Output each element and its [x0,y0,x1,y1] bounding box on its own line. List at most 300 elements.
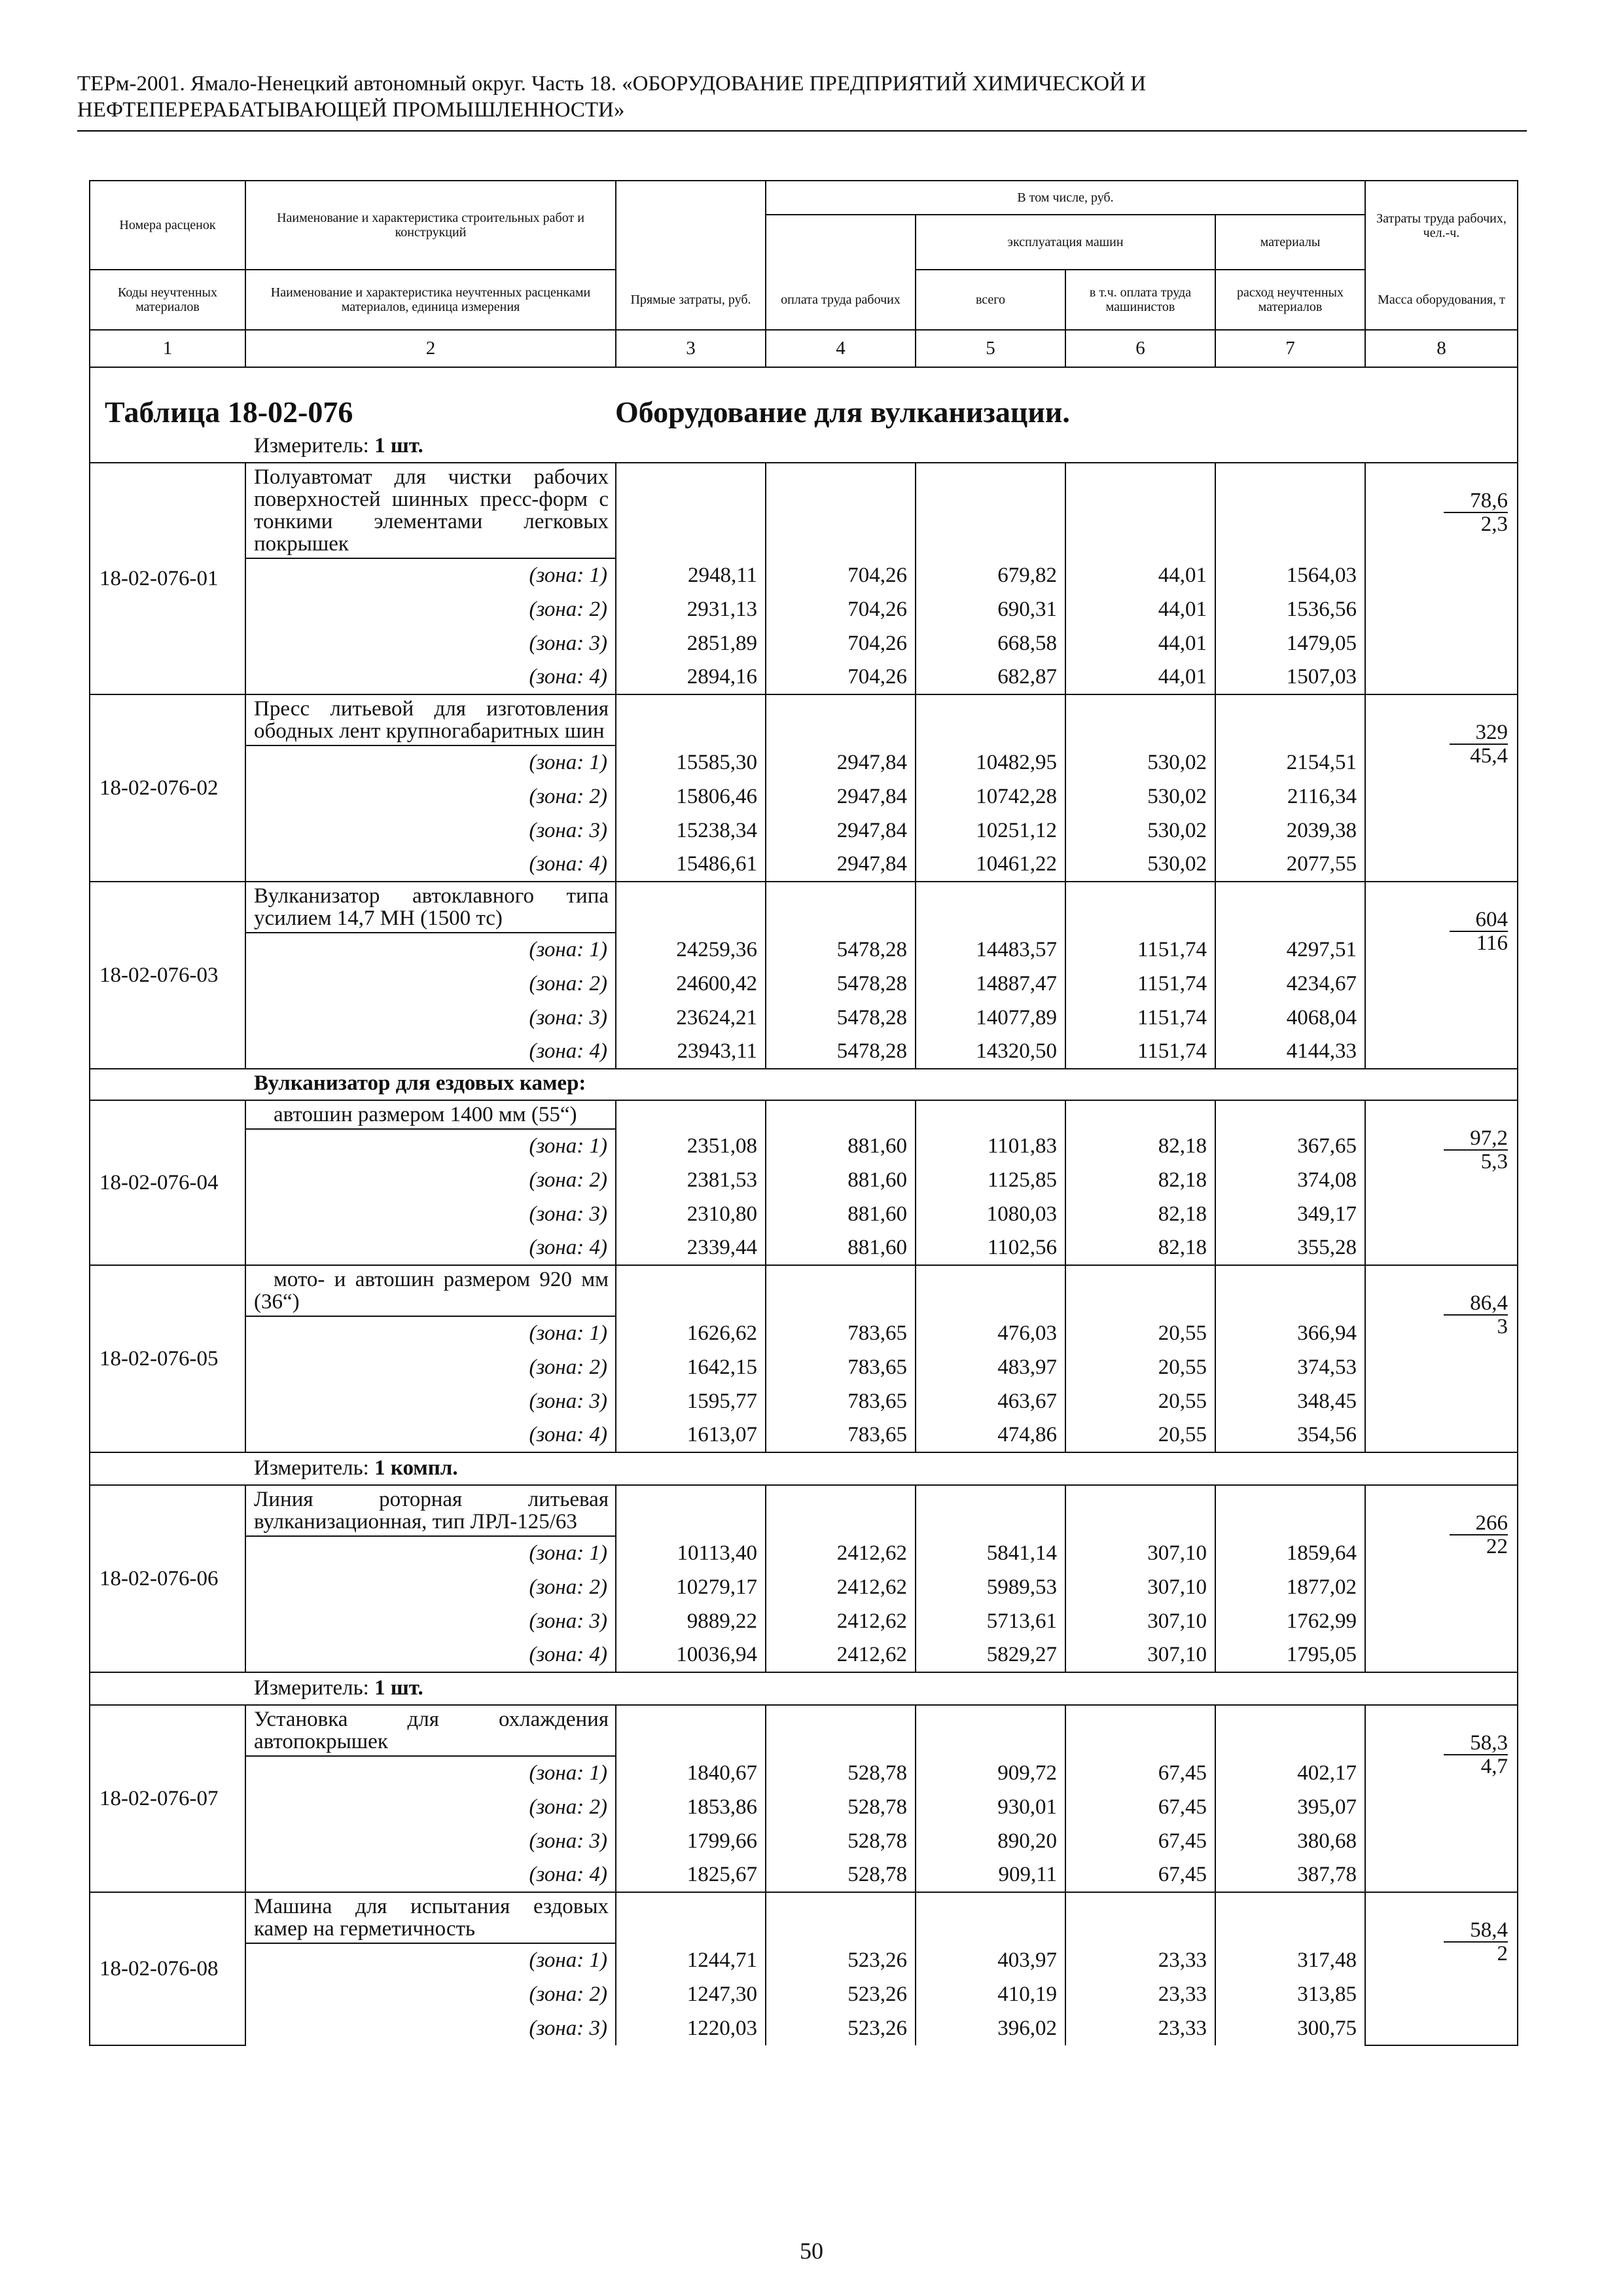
worker-wage: 881,60 [766,1197,916,1231]
zone-label: (зона: 3) [245,2011,616,2045]
rate-code: 18-02-076-03 [90,882,245,1069]
meter-row-cell [90,1672,1518,1705]
machine-total: 10461,22 [916,848,1065,882]
materials-cost: 366,94 [1215,1316,1365,1350]
machinist-wage: 23,33 [1065,2011,1215,2045]
rate-description: Пресс литьевой для изготовления ободных лент крупногабаритных шин [245,694,616,745]
materials-cost: 387,78 [1215,1858,1365,1892]
machine-total: 682,87 [916,660,1065,694]
zone-label: (зона: 2) [245,592,616,626]
direct-cost: 15806,46 [616,780,766,814]
zone-row [90,1536,1518,1570]
worker-wage: 2947,84 [766,814,916,848]
zone-row [90,1570,1518,1604]
direct-cost: 1220,03 [616,2011,766,2045]
worker-wage: 523,26 [766,1977,916,2011]
zone-row [90,1418,1518,1452]
materials-cost: 374,08 [1215,1163,1365,1197]
zone-row [90,1197,1518,1231]
col-total: всего [916,270,1065,330]
column-number: 6 [1065,330,1215,367]
value-cell-empty [766,1705,916,1756]
value-cell-empty [916,694,1065,745]
direct-cost: 2381,53 [616,1163,766,1197]
machine-total: 14483,57 [916,933,1065,967]
machine-total: 690,31 [916,592,1065,626]
machine-total: 14887,47 [916,967,1065,1001]
value-cell-empty [616,1892,766,1943]
machine-total: 930,01 [916,1790,1065,1824]
column-number: 8 [1365,330,1518,367]
meter-m3 [90,1673,1517,1704]
direct-cost: 9889,22 [616,1604,766,1638]
mass-value: 116 [1476,931,1508,955]
worker-wage: 704,26 [766,558,916,592]
mass-value: 45,4 [1470,744,1508,768]
col-wage: оплата труда рабочих [766,270,916,330]
labor-value: 604 [1450,908,1508,932]
direct-cost: 2894,16 [616,660,766,694]
machinist-wage: 530,02 [1065,848,1215,882]
zone-row [90,558,1518,592]
materials-cost: 395,07 [1215,1790,1365,1824]
labor-mass [1365,1892,1518,2045]
worker-wage: 2947,84 [766,745,916,780]
materials-cost: 2116,34 [1215,780,1365,814]
direct-cost: 1626,62 [616,1316,766,1350]
machinist-wage: 44,01 [1065,626,1215,660]
value-cell-empty [1065,1705,1215,1756]
machine-total: 476,03 [916,1316,1065,1350]
meter-label: Измеритель: [254,1676,369,1700]
value-cell-empty [1215,1705,1365,1756]
zone-label: (зона: 1) [245,1536,616,1570]
labor-mass-fraction [1450,721,1508,767]
group-heading-cell [90,1069,1518,1100]
value-cell-empty [916,1892,1065,1943]
direct-cost: 15238,34 [616,814,766,848]
direct-cost: 10279,17 [616,1570,766,1604]
labor-value: 97,2 [1444,1127,1508,1151]
table-title [90,368,1517,431]
zone-label: (зона: 4) [245,1035,616,1069]
machinist-wage: 44,01 [1065,660,1215,694]
labor-value: 58,4 [1444,1919,1508,1943]
value-cell-empty [1215,1100,1365,1129]
materials-cost: 4068,04 [1215,1001,1365,1035]
worker-wage: 881,60 [766,1129,916,1163]
labor-mass-fraction [1444,1127,1508,1173]
labor-mass [1365,694,1518,882]
meter-1 [90,431,1517,462]
col-direct: Прямые затраты, руб. [616,270,766,330]
worker-wage: 881,60 [766,1231,916,1265]
zone-label: (зона: 3) [245,1197,616,1231]
rate-description: Вулканизатор автоклавного типа усилием 14,7 МН (1500 тс) [245,882,616,933]
labor-mass-fraction [1450,908,1508,954]
table-row [90,1100,1518,1129]
machine-total: 10251,12 [916,814,1065,848]
running-header [77,71,1524,123]
machine-total: 1101,83 [916,1129,1065,1163]
table-row [90,463,1518,558]
value-cell-empty [766,463,916,558]
materials-cost: 300,75 [1215,2011,1365,2045]
worker-wage: 704,26 [766,592,916,626]
zone-label: (зона: 1) [245,1316,616,1350]
labor-value: 86,4 [1444,1292,1508,1316]
worker-wage: 5478,28 [766,1035,916,1069]
table-row [90,882,1518,933]
direct-cost: 1642,15 [616,1350,766,1384]
header-line-2: НЕФТЕПЕРЕРАБАТЫВАЮЩЕЙ ПРОМЫШЛЕННОСТИ» [77,98,625,122]
col-name-top: Наименование и характеристика строительных работ и конструкций [245,181,616,270]
zone-row [90,745,1518,780]
value-cell-empty [1065,694,1215,745]
table-row [90,1705,1518,1756]
machine-total: 1125,85 [916,1163,1065,1197]
machinist-wage: 67,45 [1065,1756,1215,1790]
rate-description: мото- и автошин размером 920 мм (36“) [245,1265,616,1316]
zone-label: (зона: 1) [245,1943,616,1977]
machinist-wage: 307,10 [1065,1570,1215,1604]
machinist-wage: 307,10 [1065,1638,1215,1672]
worker-wage: 2947,84 [766,848,916,882]
materials-cost: 355,28 [1215,1231,1365,1265]
materials-cost: 354,56 [1215,1418,1365,1452]
machinist-wage: 20,55 [1065,1316,1215,1350]
zone-label: (зона: 2) [245,1570,616,1604]
worker-wage: 5478,28 [766,933,916,967]
direct-cost: 2310,80 [616,1197,766,1231]
rate-code: 18-02-076-08 [90,1892,245,2045]
worker-wage: 783,65 [766,1350,916,1384]
direct-cost: 1825,67 [616,1858,766,1892]
materials-cost: 1536,56 [1215,592,1365,626]
worker-wage: 528,78 [766,1858,916,1892]
labor-mass [1365,463,1518,694]
direct-cost: 24259,36 [616,933,766,967]
rate-description: Установка для охлаждения автопокрышек [245,1705,616,1756]
labor-mass [1365,882,1518,1069]
direct-cost: 1799,66 [616,1824,766,1858]
column-numbers-row [90,330,1518,367]
materials-cost: 402,17 [1215,1756,1365,1790]
meter-row-cell [90,1452,1518,1485]
worker-wage: 528,78 [766,1790,916,1824]
zone-row [90,1384,1518,1418]
zone-row [90,1604,1518,1638]
meter-value: 1 шт. [374,1676,423,1700]
value-cell-empty [616,1705,766,1756]
value-cell-empty [916,1485,1065,1536]
labor-mass-fraction [1444,1732,1508,1778]
rate-description: Линия роторная литьевая вулканизационная, тип ЛРЛ-125/63 [245,1485,616,1536]
meter-value: 1 компл. [374,1456,458,1480]
worker-wage: 2412,62 [766,1536,916,1570]
value-cell-empty [766,1265,916,1316]
zone-row [90,2011,1518,2045]
zone-row [90,1316,1518,1350]
value-cell-empty [766,1100,916,1129]
machinist-wage: 20,55 [1065,1350,1215,1384]
table-row [90,1265,1518,1316]
table-row [90,694,1518,745]
materials-cost: 1479,05 [1215,626,1365,660]
header-line-1: ТЕРм-2001. Ямало-Ненецкий автономный округ. Часть 18. «ОБОРУДОВАНИЕ ПРЕДПРИЯТИЙ ХИМИЧЕСКОЙ И [77,72,1147,96]
meter-label: Измеритель: [254,1456,369,1480]
mass-value: 5,3 [1480,1150,1508,1174]
column-number: 7 [1215,330,1365,367]
machine-total: 410,19 [916,1977,1065,2011]
col-wage-top [766,215,916,270]
labor-mass [1365,1265,1518,1452]
direct-cost: 10113,40 [616,1536,766,1570]
zone-row [90,1638,1518,1672]
table-row [90,1485,1518,1536]
col-direct-top [616,181,766,215]
value-cell-empty [1065,1100,1215,1129]
value-cell-empty [916,1265,1065,1316]
machine-total: 403,97 [916,1943,1065,1977]
labor-mass [1365,1100,1518,1265]
mass-value: 4,7 [1480,1755,1508,1778]
direct-cost: 23943,11 [616,1035,766,1069]
zone-row [90,626,1518,660]
machinist-wage: 307,10 [1065,1536,1215,1570]
materials-cost: 1564,03 [1215,558,1365,592]
mass-value: 2 [1497,1942,1508,1965]
col-direct-mid [616,215,766,270]
zone-label: (зона: 2) [245,1790,616,1824]
zone-label: (зона: 3) [245,1604,616,1638]
zone-label: (зона: 2) [245,1163,616,1197]
materials-cost: 313,85 [1215,1977,1365,2011]
rate-description: автошин размером 1400 мм (55“) [245,1100,616,1129]
direct-cost: 24600,42 [616,967,766,1001]
zone-row [90,1943,1518,1977]
worker-wage: 2412,62 [766,1638,916,1672]
value-cell-empty [1065,463,1215,558]
col-machine-ops: эксплуатация машин [916,215,1215,270]
table-number: Таблица 18-02-076 [105,395,353,429]
col-incl-wage: в т.ч. оплата труда машинистов [1065,270,1215,330]
zone-label: (зона: 3) [245,1824,616,1858]
machine-total: 483,97 [916,1350,1065,1384]
worker-wage: 783,65 [766,1384,916,1418]
zone-row [90,967,1518,1001]
materials-cost: 2039,38 [1215,814,1365,848]
value-cell-empty [1065,1892,1215,1943]
mass-value: 22 [1486,1535,1508,1558]
labor-mass-fraction [1444,1919,1508,1965]
machinist-wage: 23,33 [1065,1977,1215,2011]
zone-label: (зона: 1) [245,1129,616,1163]
col-codes: Коды неучтенных материалов [90,270,245,330]
worker-wage: 5478,28 [766,1001,916,1035]
machinist-wage: 1151,74 [1065,967,1215,1001]
rate-code: 18-02-076-06 [90,1485,245,1672]
meter-1-label: Измеритель: [254,434,369,457]
zone-label: (зона: 2) [245,967,616,1001]
value-cell-empty [766,1485,916,1536]
machine-total: 5829,27 [916,1638,1065,1672]
zone-row [90,1350,1518,1384]
zone-label: (зона: 4) [245,848,616,882]
value-cell-empty [1065,1265,1215,1316]
column-number: 1 [90,330,245,367]
materials-cost: 367,65 [1215,1129,1365,1163]
worker-wage: 881,60 [766,1163,916,1197]
rate-description: Полуавтомат для чистки рабочих поверхностей шинных пресс-форм с тонкими элементами легковых покрышек [245,463,616,558]
machinist-wage: 530,02 [1065,814,1215,848]
direct-cost: 2339,44 [616,1231,766,1265]
labor-value: 58,3 [1444,1732,1508,1755]
machine-total: 679,82 [916,558,1065,592]
zone-row [90,592,1518,626]
zone-label: (зона: 4) [245,660,616,694]
machinist-wage: 307,10 [1065,1604,1215,1638]
worker-wage: 783,65 [766,1418,916,1452]
labor-value: 266 [1450,1512,1508,1535]
machine-total: 890,20 [916,1824,1065,1858]
labor-mass [1365,1485,1518,1672]
worker-wage: 523,26 [766,1943,916,1977]
machinist-wage: 530,02 [1065,780,1215,814]
value-cell-empty [916,1100,1065,1129]
machinist-wage: 20,55 [1065,1418,1215,1452]
value-cell-empty [766,694,916,745]
zone-row [90,1163,1518,1197]
direct-cost: 1244,71 [616,1943,766,1977]
machinist-wage: 67,45 [1065,1858,1215,1892]
labor-mass-fraction [1450,1512,1508,1558]
worker-wage: 5478,28 [766,967,916,1001]
direct-cost: 1613,07 [616,1418,766,1452]
machine-total: 463,67 [916,1384,1065,1418]
zone-row [90,1129,1518,1163]
zone-label: (зона: 3) [245,1001,616,1035]
materials-cost: 4234,67 [1215,967,1365,1001]
materials-cost: 4297,51 [1215,933,1365,967]
page-number: 50 [800,2238,823,2264]
worker-wage: 704,26 [766,660,916,694]
direct-cost: 1853,86 [616,1790,766,1824]
materials-cost: 2154,51 [1215,745,1365,780]
machinist-wage: 44,01 [1065,558,1215,592]
materials-cost: 348,45 [1215,1384,1365,1418]
worker-wage: 523,26 [766,2011,916,2045]
zone-label: (зона: 4) [245,1858,616,1892]
rate-code: 18-02-076-01 [90,463,245,694]
table-row [90,1892,1518,1943]
zone-label: (зона: 2) [245,1977,616,2011]
mass-value: 3 [1497,1315,1508,1338]
machine-total: 909,11 [916,1858,1065,1892]
zone-label: (зона: 3) [245,1384,616,1418]
direct-cost: 1840,67 [616,1756,766,1790]
machinist-wage: 82,18 [1065,1163,1215,1197]
machinist-wage: 1151,74 [1065,1035,1215,1069]
machinist-wage: 82,18 [1065,1197,1215,1231]
rates-table [89,180,1518,2046]
value-cell-empty [766,1892,916,1943]
zone-row [90,780,1518,814]
worker-wage: 2412,62 [766,1604,916,1638]
direct-cost: 10036,94 [616,1638,766,1672]
materials-cost: 1859,64 [1215,1536,1365,1570]
direct-cost: 23624,21 [616,1001,766,1035]
materials-cost: 374,53 [1215,1350,1365,1384]
zone-row [90,1035,1518,1069]
value-cell-empty [1215,463,1365,558]
zone-label: (зона: 4) [245,1231,616,1265]
value-cell-empty [616,463,766,558]
value-cell-empty [1215,1892,1365,1943]
mass-value: 2,3 [1480,512,1508,536]
rate-code: 18-02-076-05 [90,1265,245,1452]
worker-wage: 2412,62 [766,1570,916,1604]
table-title-cell [90,367,1518,463]
zone-row [90,848,1518,882]
col-name-bottom: Наименование и характеристика неучтенных расценками материалов, единица измерения [245,270,616,330]
labor-value: 78,6 [1444,490,1508,513]
zone-row [90,1790,1518,1824]
zone-label: (зона: 3) [245,626,616,660]
value-cell-empty [616,1265,766,1316]
worker-wage: 528,78 [766,1824,916,1858]
machinist-wage: 82,18 [1065,1129,1215,1163]
zone-row [90,1231,1518,1265]
value-cell-empty [616,694,766,745]
zone-label: (зона: 3) [245,814,616,848]
value-cell-empty [616,1485,766,1536]
machine-total: 10742,28 [916,780,1065,814]
machine-total: 396,02 [916,2011,1065,2045]
materials-cost: 1795,05 [1215,1638,1365,1672]
zone-label: (зона: 1) [245,558,616,592]
materials-cost: 1762,99 [1215,1604,1365,1638]
rate-code: 18-02-076-07 [90,1705,245,1892]
rate-description: Машина для испытания ездовых камер на герметичность [245,1892,616,1943]
rate-code: 18-02-076-02 [90,694,245,882]
value-cell-empty [1215,1265,1365,1316]
value-cell-empty [1215,882,1365,933]
materials-cost: 1877,02 [1215,1570,1365,1604]
labor-value: 329 [1450,721,1508,745]
machinist-wage: 82,18 [1065,1231,1215,1265]
zone-label: (зона: 2) [245,1350,616,1384]
direct-cost: 2931,13 [616,592,766,626]
direct-cost: 1595,77 [616,1384,766,1418]
zone-row [90,1756,1518,1790]
machinist-wage: 67,45 [1065,1790,1215,1824]
machine-total: 1080,03 [916,1197,1065,1231]
header-rule [77,130,1527,132]
machine-total: 909,72 [916,1756,1065,1790]
worker-wage: 704,26 [766,626,916,660]
zone-label: (зона: 4) [245,1418,616,1452]
machine-total: 1102,56 [916,1231,1065,1265]
column-number: 2 [245,330,616,367]
value-cell-empty [916,463,1065,558]
column-number: 5 [916,330,1065,367]
machinist-wage: 530,02 [1065,745,1215,780]
direct-cost: 2351,08 [616,1129,766,1163]
value-cell-empty [616,1100,766,1129]
materials-cost: 4144,33 [1215,1035,1365,1069]
value-cell-empty [916,1705,1065,1756]
